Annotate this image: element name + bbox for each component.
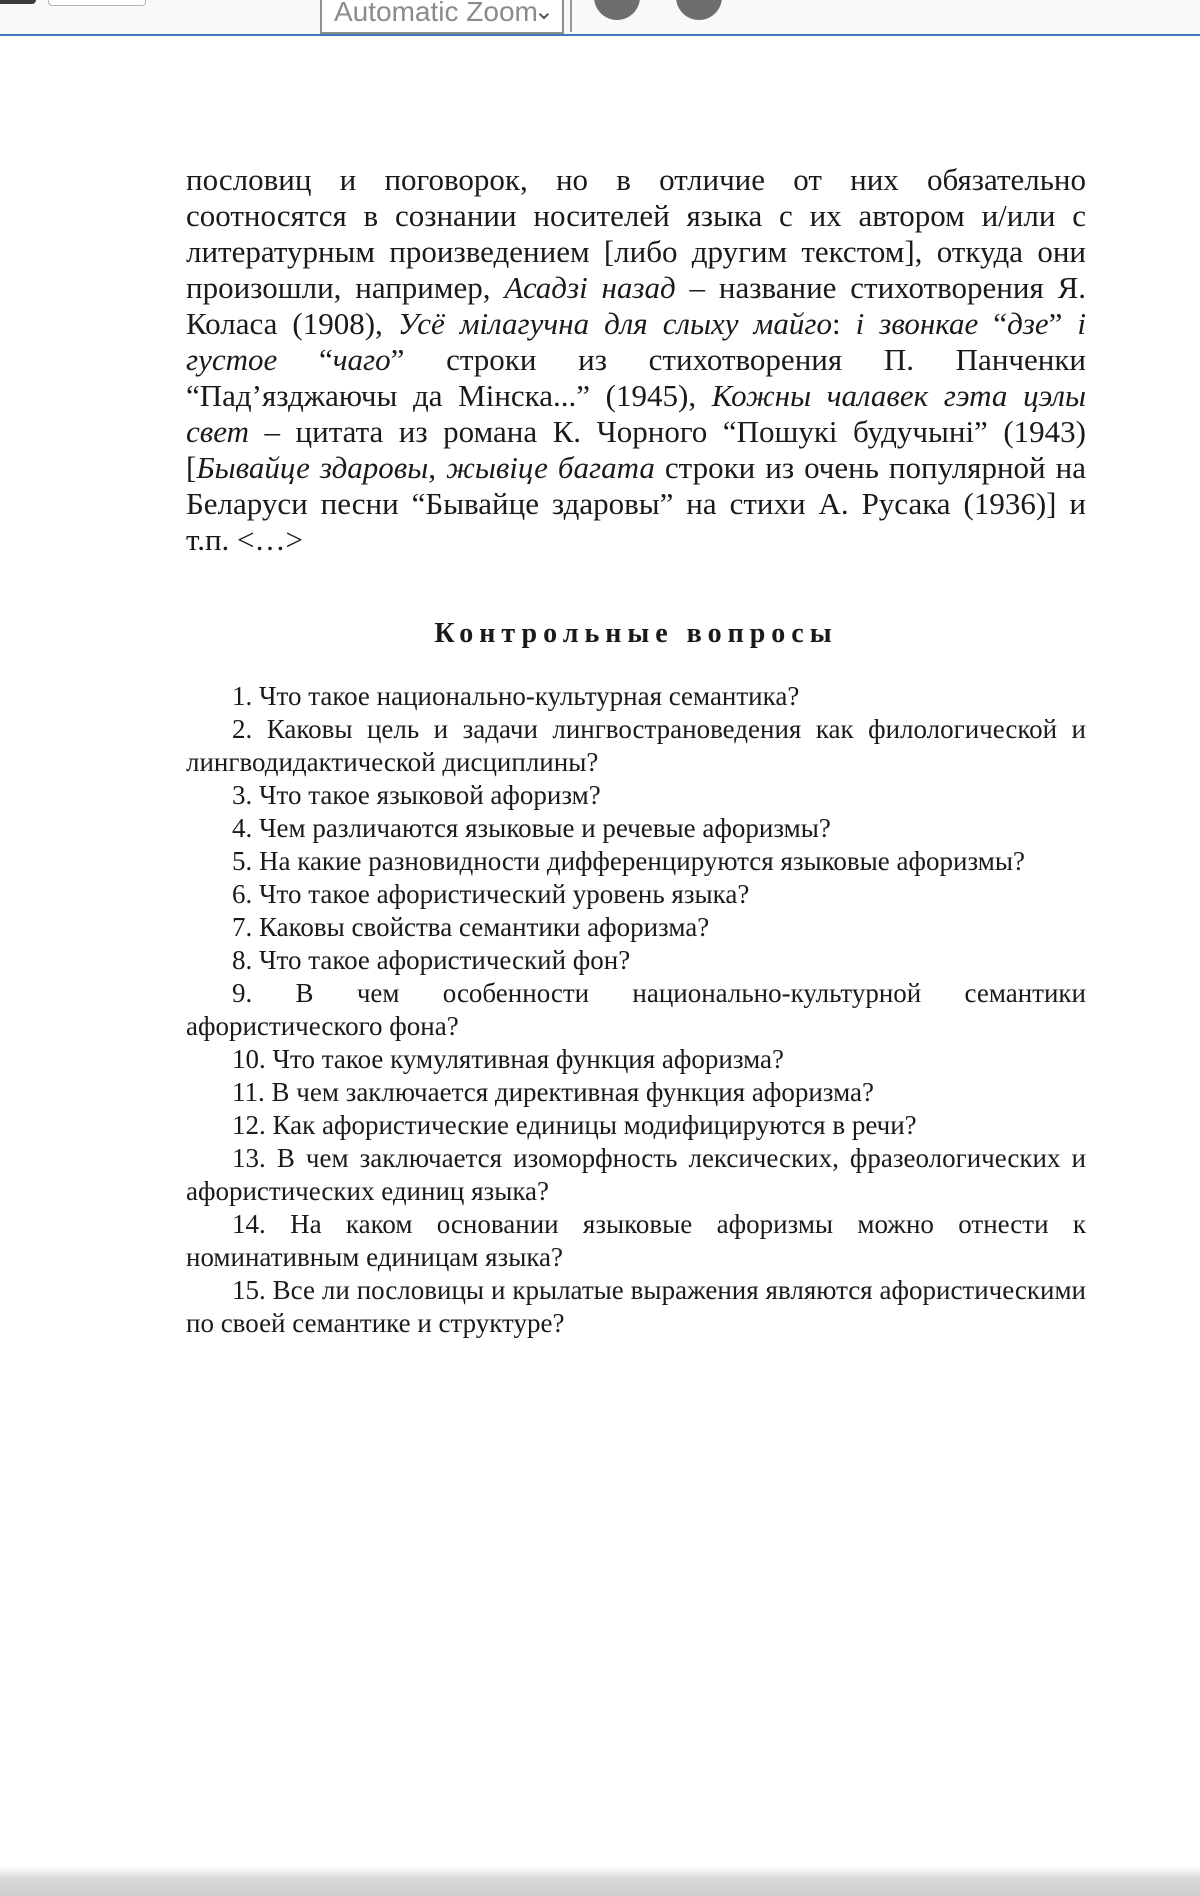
question-item: 4. Чем различаются языковые и речевые афоризмы? <box>232 813 831 843</box>
question-item: 9. В чем особенности национально-культурной семантики афористического фона? <box>186 978 1086 1041</box>
paragraph-text: ” строки из стихотворения П. Панченки “Пад’язджаючы да Мінска...” (1945), <box>186 342 1087 413</box>
horizontal-scroll-shadow <box>0 1866 1200 1896</box>
question-item: 6. Что такое афористический уровень языка? <box>232 879 750 909</box>
paragraph-text: “ <box>978 306 1008 341</box>
italic-quote: чаго <box>332 342 391 377</box>
chevron-down-icon: ⌄ <box>533 0 554 25</box>
paragraph-text: ” <box>1048 306 1078 341</box>
italic-quote: Бывайце здаровы, жывіце багата <box>196 450 655 485</box>
paragraph-text: “ <box>277 342 333 377</box>
question-item: 8. Что такое афористический фон? <box>232 945 631 975</box>
question-item: 14. На каком основании языковые афоризмы можно отнести к номинативным единицам языка? <box>186 1209 1086 1272</box>
questions-list <box>186 680 1086 1340</box>
zoom-in-icon[interactable] <box>676 0 722 20</box>
zoom-select[interactable] <box>320 0 564 34</box>
page-edge <box>1186 36 1200 1866</box>
sidebar-toggle-button[interactable] <box>0 0 36 4</box>
question-item: 3. Что такое языковой афоризм? <box>232 780 601 810</box>
document-page <box>186 162 1086 1340</box>
paragraph-text: – цитата из романа К. Чорного “Пошукі будучыні” (1943) [ <box>186 414 1086 485</box>
italic-quote: Усё мілагучна для слыху майго <box>397 306 832 341</box>
question-item: 7. Каковы свойства семантики афоризма? <box>232 912 710 942</box>
question-item: 15. Все ли пословицы и крылатые выражения являются афористическими по своей семантике и структуре? <box>186 1275 1086 1338</box>
italic-quote: дзе <box>1007 306 1049 341</box>
paragraph-text: пословиц и поговорок, но в отличие от них обязательно соотносятся в сознании носителей языка с их автором и/или с литературным произведением [либо другим текстом], откуда они произошли, например, <box>186 162 1086 305</box>
question-item: 2. Каковы цель и задачи лингвострановедения как филологической и лингводидактической дисциплины? <box>186 714 1086 777</box>
italic-quote: Кожны чалавек гэта цэлы свет <box>186 378 1086 449</box>
paragraph-text: – название стихотворения Я. Коласа (1908), <box>186 270 1087 341</box>
italic-quote: Асадзі назад <box>504 270 676 305</box>
toolbar-divider <box>570 0 572 32</box>
question-item: 12. Как афористические единицы модифицируются в речи? <box>232 1110 917 1140</box>
question-item: 11. В чем заключается директивная функция афоризма? <box>232 1077 874 1107</box>
paragraph-text: : <box>831 306 856 341</box>
viewer-toolbar <box>0 0 1200 36</box>
question-item: 10. Что такое кумулятивная функция афоризма? <box>232 1044 784 1074</box>
paragraph-text: строки из очень популярной на Беларуси песни “Бывайце здаровы” на стихи А. Русака (1936)] и т.п. <…> <box>186 450 1086 557</box>
italic-quote: і густое <box>186 306 1087 377</box>
zoom-value: Automatic Zoom <box>334 0 538 27</box>
question-item: 13. В чем заключается изоморфность лексических, фразеологических и афористических единиц языка? <box>186 1143 1086 1206</box>
question-item: 5. На какие разновидности дифференцируются языковые афоризмы? <box>232 846 1025 876</box>
body-paragraph <box>186 162 1086 558</box>
zoom-out-icon[interactable] <box>594 0 640 20</box>
italic-quote: і звонкае <box>855 306 979 341</box>
section-title: Контрольные вопросы <box>434 618 838 649</box>
page-number-field[interactable] <box>48 0 146 6</box>
question-item: 1. Что такое национально-культурная семантика? <box>232 681 800 711</box>
